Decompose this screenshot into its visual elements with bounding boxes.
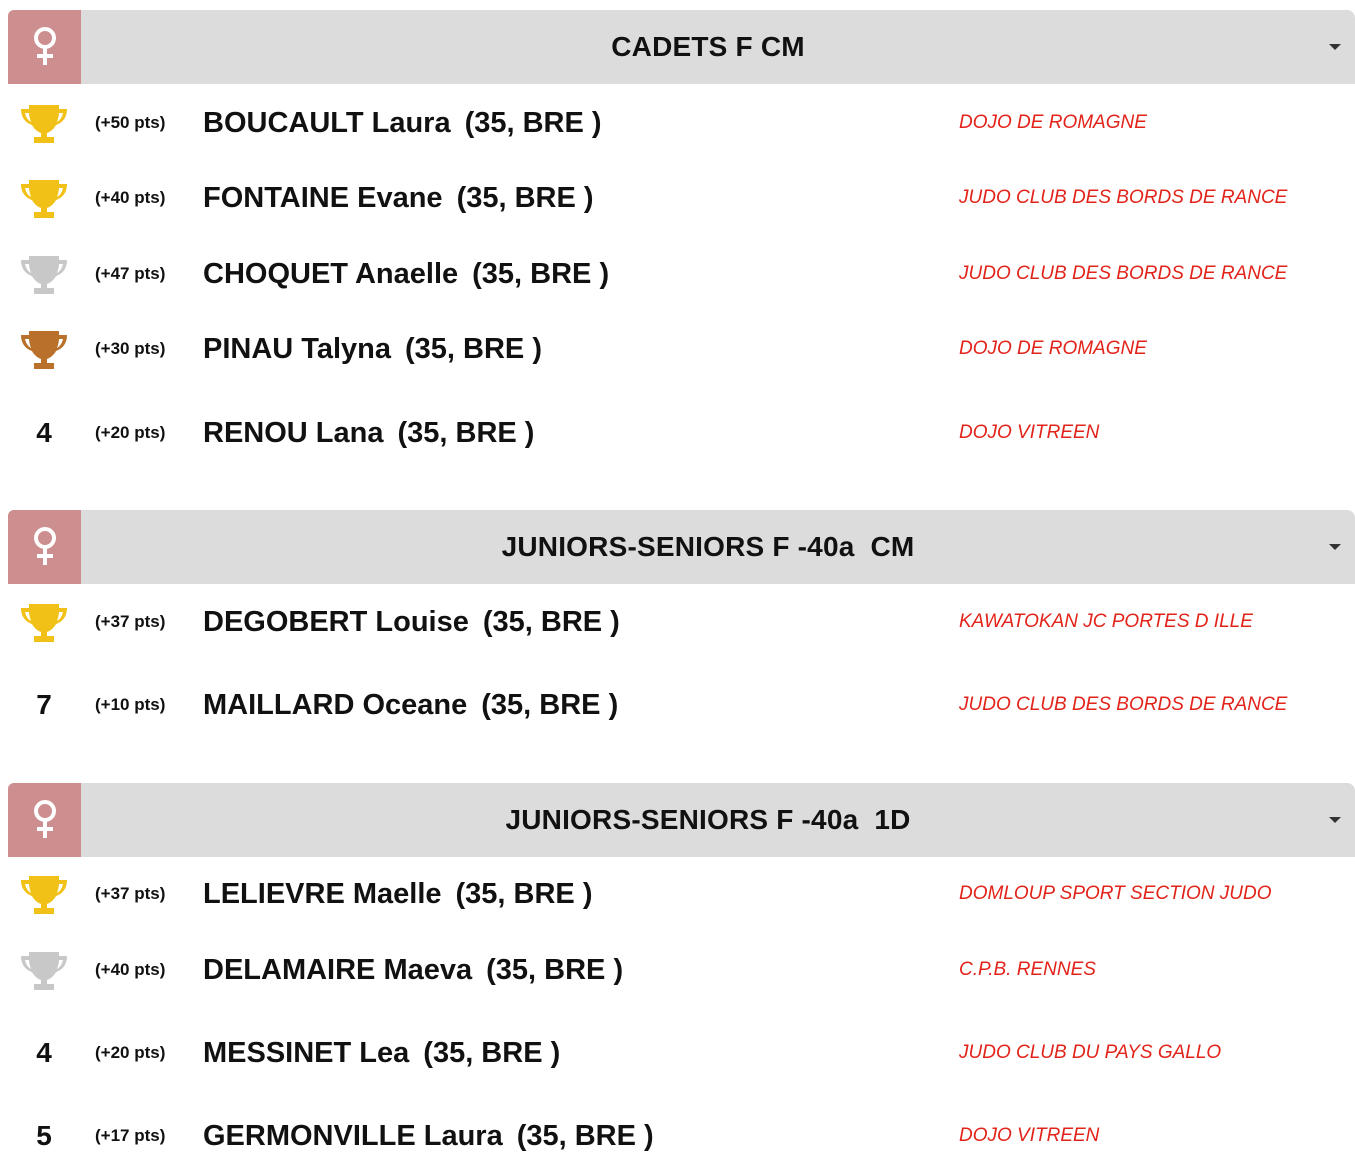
athlete-name[interactable]: MAILLARD Oceane (35, BRE ) (203, 689, 619, 721)
athlete-name[interactable]: DELAMAIRE Maeva (35, BRE ) (203, 954, 624, 986)
category-juniors-seniors-1d (0, 783, 1355, 857)
chevron-down-icon[interactable] (1329, 44, 1341, 50)
athlete-name[interactable]: DEGOBERT Louise (35, BRE ) (203, 606, 620, 638)
points: (+10 pts) (95, 695, 166, 714)
club-name[interactable]: DOJO VITREEN (959, 422, 1100, 443)
chevron-down-icon[interactable] (1329, 817, 1341, 823)
result-row (0, 685, 1355, 725)
points: (+17 pts) (95, 1126, 166, 1145)
result-row (0, 874, 1355, 914)
points: (+40 pts) (95, 960, 166, 979)
club-name[interactable]: KAWATOKAN JC PORTES D ILLE (959, 611, 1253, 632)
club-name[interactable]: JUDO CLUB DU PAYS GALLO (959, 1042, 1222, 1063)
result-row (0, 178, 1355, 218)
gold-trophy-icon (14, 103, 74, 143)
athlete-name[interactable]: GERMONVILLE Laura (35, BRE ) (203, 1120, 654, 1152)
gold-trophy-icon (14, 602, 74, 642)
points: (+40 pts) (95, 188, 166, 207)
gold-trophy-icon (14, 874, 74, 914)
club-name[interactable]: JUDO CLUB DES BORDS DE RANCE (959, 263, 1288, 284)
club-name[interactable]: DOJO DE ROMAGNE (959, 112, 1147, 133)
rank-number: 7 (36, 689, 52, 720)
female-icon (8, 783, 81, 857)
category-cadets-f-cm (0, 10, 1355, 84)
female-icon (8, 10, 81, 84)
category-header[interactable] (8, 510, 1355, 584)
points: (+50 pts) (95, 113, 166, 132)
result-row (0, 103, 1355, 143)
club-name[interactable]: DOMLOUP SPORT SECTION JUDO (959, 883, 1272, 904)
category-juniors-seniors-cm (0, 510, 1355, 584)
athlete-name[interactable]: PINAU Talyna (35, BRE ) (203, 333, 542, 365)
rank-number: 5 (36, 1120, 52, 1151)
club-name[interactable]: DOJO VITREEN (959, 1125, 1100, 1146)
points: (+37 pts) (95, 612, 166, 631)
chevron-down-icon[interactable] (1329, 544, 1341, 550)
result-row (0, 254, 1355, 294)
category-header[interactable] (8, 10, 1355, 84)
bronze-trophy-icon (14, 329, 74, 369)
category-title: CADETS F CM (611, 31, 805, 62)
silver-trophy-icon (14, 950, 74, 990)
category-title: JUNIORS-SENIORS F -40a CM (501, 531, 915, 562)
result-row (0, 329, 1355, 369)
points: (+37 pts) (95, 884, 166, 903)
female-icon (8, 510, 81, 584)
points: (+30 pts) (95, 339, 166, 358)
category-header[interactable] (8, 783, 1355, 857)
points: (+47 pts) (95, 264, 166, 283)
gold-trophy-icon (14, 178, 74, 218)
rank-number: 4 (36, 1037, 52, 1068)
points: (+20 pts) (95, 1043, 166, 1062)
silver-trophy-icon (14, 254, 74, 294)
result-row (0, 602, 1355, 642)
club-name[interactable]: JUDO CLUB DES BORDS DE RANCE (959, 694, 1288, 715)
athlete-name[interactable]: LELIEVRE Maelle (35, BRE ) (203, 878, 593, 910)
athlete-name[interactable]: BOUCAULT Laura (35, BRE ) (203, 107, 602, 139)
points: (+20 pts) (95, 423, 166, 442)
club-name[interactable]: JUDO CLUB DES BORDS DE RANCE (959, 187, 1288, 208)
athlete-name[interactable]: MESSINET Lea (35, BRE ) (203, 1037, 561, 1069)
result-row (0, 1116, 1355, 1156)
category-title: JUNIORS-SENIORS F -40a 1D (505, 804, 911, 835)
athlete-name[interactable]: FONTAINE Evane (35, BRE ) (203, 182, 594, 214)
club-name[interactable]: DOJO DE ROMAGNE (959, 338, 1147, 359)
athlete-name[interactable]: RENOU Lana (35, BRE ) (203, 417, 535, 449)
rank-number: 4 (36, 417, 52, 448)
result-row (0, 950, 1355, 990)
athlete-name[interactable]: CHOQUET Anaelle (35, BRE ) (203, 258, 610, 290)
result-row (0, 1033, 1355, 1073)
club-name[interactable]: C.P.B. RENNES (959, 959, 1096, 980)
result-row (0, 413, 1355, 453)
